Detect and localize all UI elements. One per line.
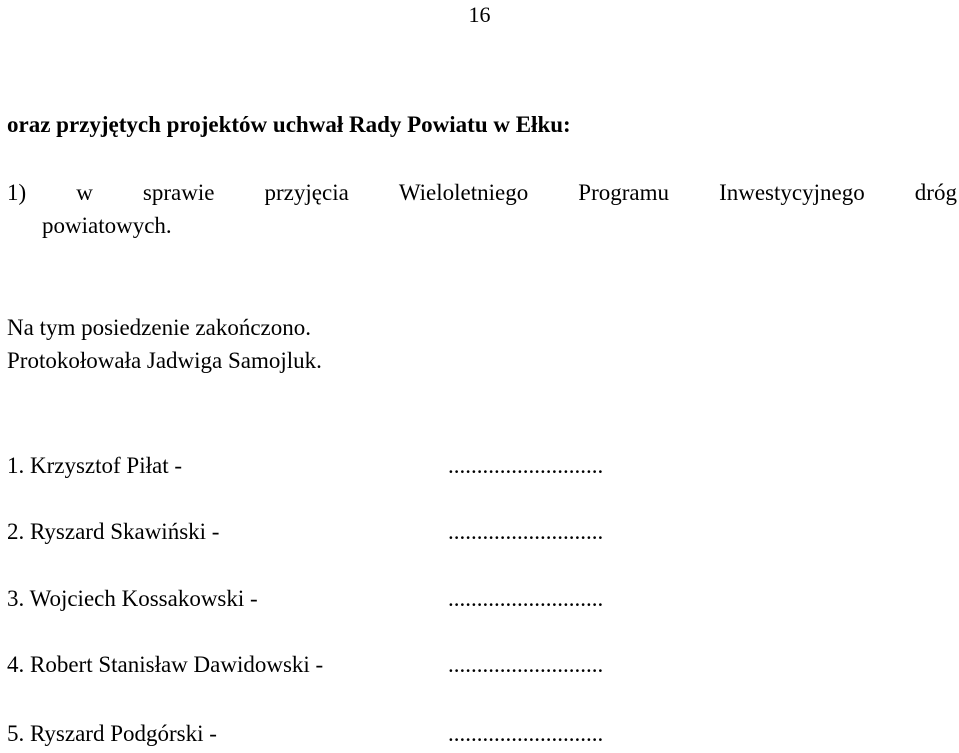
signature-row [7, 651, 707, 683]
signature-row [7, 452, 707, 484]
signature-row [7, 720, 707, 752]
signatory-name: 1. Krzysztof Piłat - [7, 453, 183, 478]
signature-line: ........................... [448, 652, 604, 677]
signatory-name: 5. Ryszard Podgórski - [7, 721, 217, 746]
signature-line: ........................... [448, 519, 604, 544]
resolution-item-continuation: powiatowych. [42, 213, 172, 238]
item-word: dróg [914, 180, 957, 205]
signature-line: ........................... [448, 586, 604, 611]
item-marker: 1) [7, 180, 27, 205]
item-word: sprawie [142, 180, 215, 205]
signature-row [7, 518, 707, 550]
signatory-name: 2. Ryszard Skawiński - [7, 519, 220, 544]
item-word: w [76, 180, 93, 205]
signature-row [7, 585, 707, 617]
item-word: Inwestycyjnego [719, 180, 865, 205]
signature-line: ........................... [448, 453, 604, 478]
minutes-taker: Protokołowała Jadwiga Samojluk. [7, 348, 322, 373]
signatory-name: 3. Wojciech Kossakowski - [7, 586, 258, 611]
section-heading: oraz przyjętych projektów uchwał Rady Powiatu w Ełku: [7, 112, 571, 137]
signature-line: ........................... [448, 721, 604, 746]
resolution-item [7, 179, 957, 207]
item-word: przyjęcia [264, 180, 349, 205]
signatory-name: 4. Robert Stanisław Dawidowski - [7, 652, 324, 677]
item-word: Programu [578, 180, 670, 205]
closing-statement: Na tym posiedzenie zakończono. [7, 315, 311, 340]
page-number: 16 [468, 2, 491, 27]
item-word: Wieloletniego [398, 180, 529, 205]
